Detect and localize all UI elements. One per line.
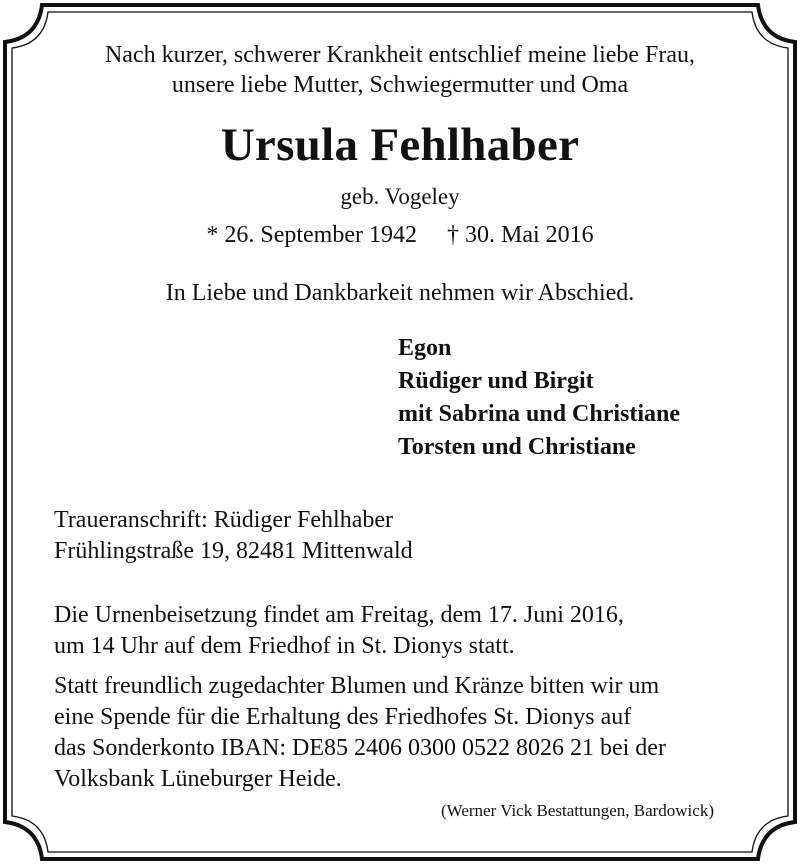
- undertaker-credit: (Werner Vick Bestattungen, Bardowick): [441, 801, 714, 820]
- death-date: † 30. Mai 2016: [446, 222, 594, 248]
- donation-line-1: Statt freundlich zugedachter Blumen und Kränze bitten wir um: [54, 673, 660, 699]
- address-line-2: Frühlingstraße 19, 82481 Mittenwald: [54, 538, 413, 564]
- family-member: Rüdiger und Birgit: [398, 368, 594, 394]
- intro-line-2: unsere liebe Mutter, Schwiegermutter und Oma: [171, 72, 629, 98]
- address-line-1: Traueranschrift: Rüdiger Fehlhaber: [54, 507, 394, 533]
- funeral-line-1: Die Urnenbeisetzung findet am Freitag, dem 17. Juni 2016,: [54, 602, 624, 628]
- birth-date: * 26. September 1942: [206, 222, 417, 248]
- intro-line-1: Nach kurzer, schwerer Krankheit entschlief meine liebe Frau,: [104, 42, 696, 68]
- farewell-text: In Liebe und Dankbarkeit nehmen wir Abschied.: [165, 280, 635, 306]
- deceased-name: Ursula Fehlhaber: [220, 119, 580, 171]
- maiden-name: geb. Vogeley: [340, 184, 460, 209]
- donation-line-4: Volksbank Lüneburger Heide.: [54, 766, 342, 792]
- donation-line-2: eine Spende für die Erhaltung des Friedhofes St. Dionys auf: [54, 704, 632, 730]
- family-member: Egon: [398, 335, 452, 361]
- life-dates: [0, 222, 800, 249]
- funeral-line-2: um 14 Uhr auf dem Friedhof in St. Dionys statt.: [54, 633, 515, 659]
- family-member: Torsten und Christiane: [398, 434, 636, 460]
- donation-line-3: das Sonderkonto IBAN: DE85 2406 0300 0522 8026 21 bei der: [54, 735, 666, 761]
- family-member: mit Sabrina und Christiane: [398, 401, 681, 427]
